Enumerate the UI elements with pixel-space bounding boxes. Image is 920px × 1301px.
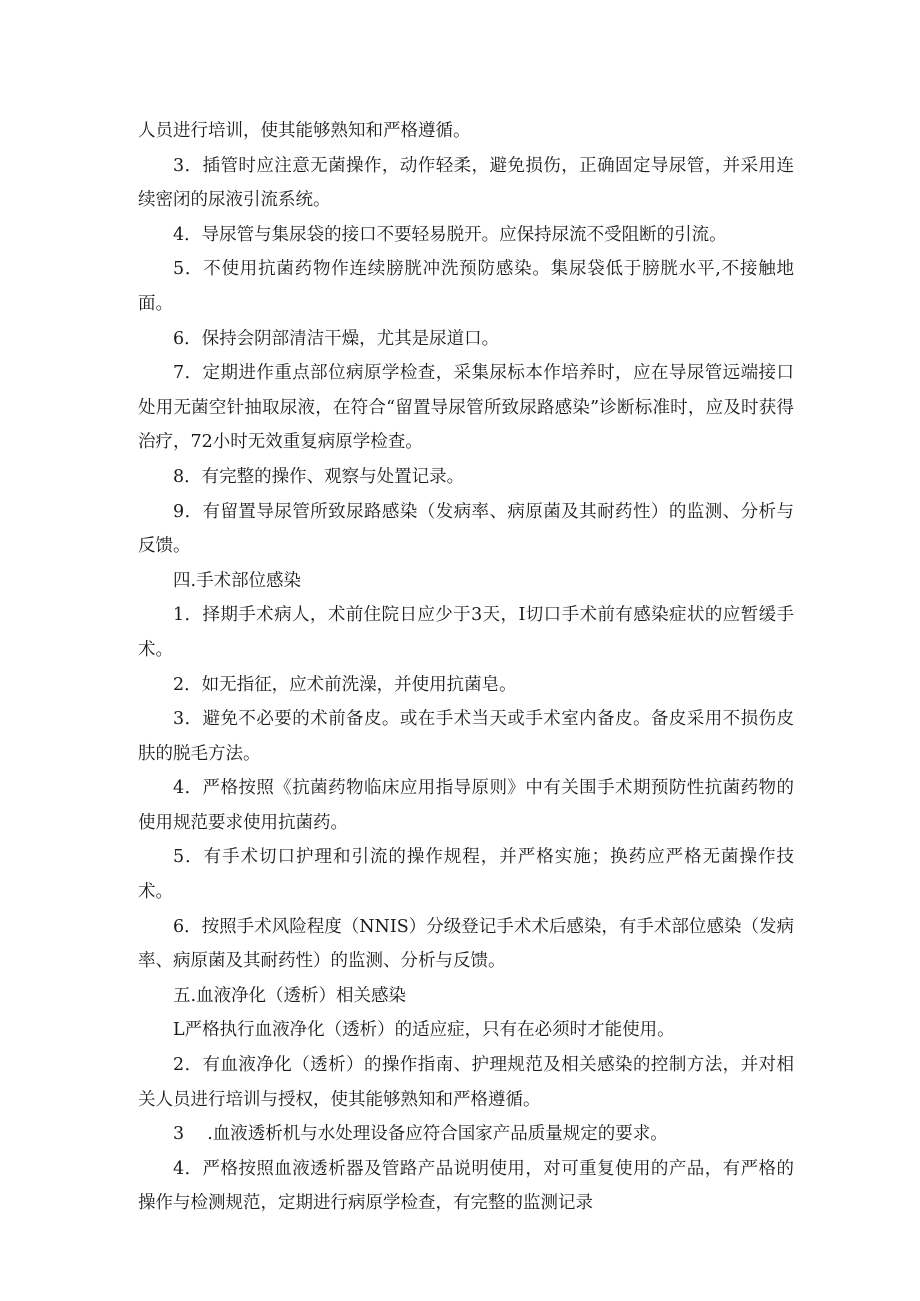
paragraph-dialysis-item-1: L严格执行血液净化（透析）的适应症，只有在必须时才能使用。 — [173, 1020, 675, 1041]
paragraph-surgery-item-4: 4．严格按照《抗菌药物临床应用指导原则》中有关围手术期预防性抗菌药物的使用规范要求使用抗菌药。 — [138, 778, 794, 833]
paragraph-item-4: 4．导尿管与集尿袋的接口不要轻易脱开。应保持尿流不受阻断的引流。 — [173, 224, 727, 245]
paragraph-item-6: 6．保持会阴部清洁干燥，尤其是尿道口。 — [173, 328, 500, 349]
paragraph-dialysis-item-2: 2．有血液净化（透析）的操作指南、护理规范及相关感染的控制方法，并对相关人员进行培训与授权，使其能够熟知和严格遵循。 — [138, 1055, 794, 1110]
paragraph-item-3: 3．插管时应注意无菌操作，动作轻柔，避免损伤，正确固定导尿管，并采用连续密闭的尿液引流系统。 — [138, 155, 794, 211]
paragraph-surgery-item-5: 5．有手术切口护理和引流的操作规程，并严格实施；换药应严格无菌操作技术。 — [138, 847, 794, 903]
paragraph-dialysis-item-4: 4．严格按照血液透析器及管路产品说明使用，对可重复使用的产品，有严格的操作与检测规范，定期进行病原学检查，有完整的监测记录 — [138, 1158, 794, 1214]
paragraph-continuation: 人员进行培训，使其能够熟知和严格遵循。 — [138, 121, 471, 141]
paragraph-item-5: 5．不使用抗菌药物作连续膀胱冲洗预防感染。集尿袋低于膀胱水平,不接触地面。 — [138, 259, 794, 314]
paragraph-surgery-item-3: 3．避免不必要的术前备皮。或在手术当天或手术室内备皮。备皮采用不损伤皮肤的脱毛方法。 — [138, 709, 794, 764]
paragraph-item-8: 8．有完整的操作、观察与处置记录。 — [173, 466, 465, 487]
paragraph-surgery-item-1: 1．择期手术病人，术前住院日应少于3天，I切口手术前有感染症状的应暂缓手术。 — [138, 605, 794, 660]
paragraph-surgery-item-2: 2．如无指征，应术前洗澡，并使用抗菌皂。 — [173, 674, 517, 695]
paragraph-dialysis-item-3: 3 .血液透析机与水处理设备应符合国家产品质量规定的要求。 — [173, 1124, 668, 1145]
paragraph-surgery-item-6: 6．按照手术风险程度（NNIS）分级登记手术术后感染，有手术部位感染（发病率、病原菌及其耐药性）的监测、分析与反馈。 — [138, 916, 794, 972]
paragraph-item-7: 7．定期进作重点部位病原学检查，采集尿标本作培养时，应在导尿管远端接口处用无菌空针抽取尿液，在符合“留置导尿管所致尿路感染”诊断标准时，应及时获得治疗，72小时无效重复病原学检查。 — [138, 363, 794, 453]
document-page — [138, 114, 794, 1221]
section-heading-surgical-site-infection: 四.手术部位感染 — [173, 570, 302, 591]
section-heading-dialysis-infection: 五.血液净化（透析）相关感染 — [173, 985, 407, 1006]
paragraph-item-9: 9．有留置导尿管所致尿路感染（发病率、病原菌及其耐药性）的监测、分析与反馈。 — [138, 501, 794, 557]
